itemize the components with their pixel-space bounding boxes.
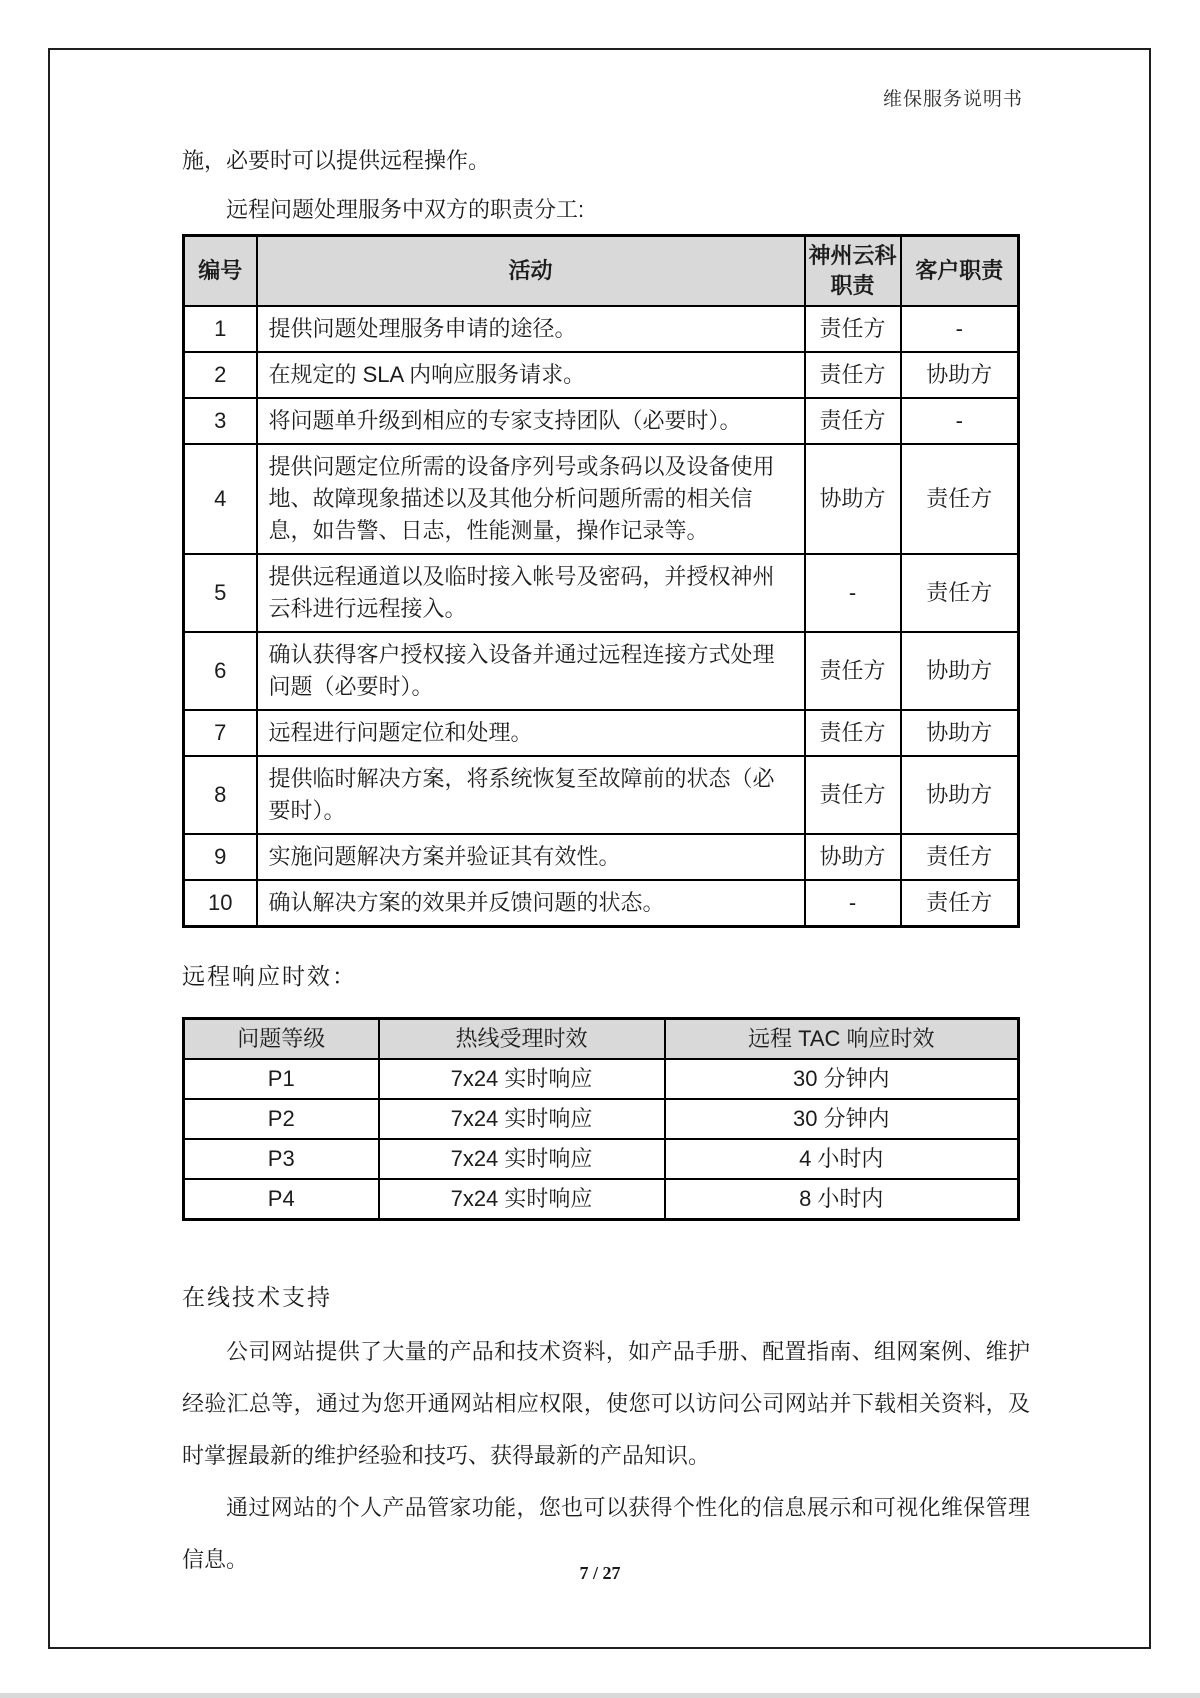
- responsibility-table: [182, 234, 1020, 928]
- col-header-hotline-sla: 热线受理时效: [379, 1019, 665, 1060]
- online-support-paragraph-2: 通过网站的个人产品管家功能，您也可以获得个性化的信息展示和可视化维保管理信息。: [182, 1495, 1030, 1572]
- cell-hotline-sla: 7x24 实时响应: [379, 1139, 665, 1179]
- cell-number: 8: [184, 756, 257, 834]
- cell-activity: 实施问题解决方案并验证其有效性。: [257, 834, 805, 880]
- response-time-row: [184, 1139, 1019, 1179]
- responsibility-row: [184, 756, 1019, 834]
- responsibility-row: [184, 398, 1019, 444]
- cell-problem-level: P4: [184, 1179, 379, 1220]
- cell-number: 3: [184, 398, 257, 444]
- cell-vendor-role: 责任方: [805, 710, 901, 756]
- responsibility-table-caption: 远程问题处理服务中双方的职责分工:: [226, 197, 585, 222]
- cell-activity: 在规定的 SLA 内响应服务请求。: [257, 352, 805, 398]
- doc-header-title: 维保服务说明书: [882, 89, 1023, 110]
- cell-vendor-role: -: [805, 880, 901, 927]
- cell-number: 5: [184, 554, 257, 632]
- cell-vendor-role: 责任方: [805, 398, 901, 444]
- cell-vendor-role: -: [805, 554, 901, 632]
- cell-customer-role: 责任方: [901, 554, 1019, 632]
- cell-hotline-sla: 7x24 实时响应: [379, 1059, 665, 1099]
- col-header-number: 编号: [184, 236, 257, 307]
- col-header-customer-role: 客户职责: [901, 236, 1019, 307]
- section-heading-response-time: 远程响应时效：: [182, 963, 357, 989]
- col-header-remote-tac-sla: 远程 TAC 响应时效: [665, 1019, 1019, 1060]
- cell-customer-role: 责任方: [901, 880, 1019, 927]
- col-header-problem-level: 问题等级: [184, 1019, 379, 1060]
- cell-activity: 确认解决方案的效果并反馈问题的状态。: [257, 880, 805, 927]
- response-time-header-row: [184, 1019, 1019, 1060]
- cell-vendor-role: 协助方: [805, 444, 901, 554]
- cell-activity: 提供问题定位所需的设备序列号或条码以及设备使用地、故障现象描述以及其他分析问题所需的相关信息，如告警、日志，性能测量，操作记录等。: [257, 444, 805, 554]
- cell-number: 4: [184, 444, 257, 554]
- cell-activity: 提供临时解决方案，将系统恢复至故障前的状态（必要时）。: [257, 756, 805, 834]
- cell-customer-role: 责任方: [901, 834, 1019, 880]
- cell-customer-role: 协助方: [901, 352, 1019, 398]
- col-header-vendor-role: 神州云科职责: [805, 236, 901, 307]
- responsibility-row: [184, 554, 1019, 632]
- cell-remote-tac-sla: 30 分钟内: [665, 1099, 1019, 1139]
- cell-number: 7: [184, 710, 257, 756]
- cell-problem-level: P1: [184, 1059, 379, 1099]
- response-time-table: [182, 1017, 1020, 1221]
- cell-activity: 确认获得客户授权接入设备并通过远程连接方式处理问题（必要时）。: [257, 632, 805, 710]
- response-time-row: [184, 1179, 1019, 1220]
- responsibility-row: [184, 710, 1019, 756]
- cell-number: 6: [184, 632, 257, 710]
- cell-hotline-sla: 7x24 实时响应: [379, 1099, 665, 1139]
- cell-remote-tac-sla: 4 小时内: [665, 1139, 1019, 1179]
- cell-problem-level: P3: [184, 1139, 379, 1179]
- responsibility-row: [184, 880, 1019, 927]
- cell-vendor-role: 责任方: [805, 756, 901, 834]
- col-header-activity: 活动: [257, 236, 805, 307]
- cell-number: 2: [184, 352, 257, 398]
- page-content: [182, 48, 1030, 1586]
- cell-customer-role: 协助方: [901, 632, 1019, 710]
- cell-number: 1: [184, 306, 257, 352]
- cell-activity: 将问题单升级到相应的专家支持团队（必要时）。: [257, 398, 805, 444]
- cell-activity: 提供远程通道以及临时接入帐号及密码，并授权神州云科进行远程接入。: [257, 554, 805, 632]
- cell-vendor-role: 责任方: [805, 306, 901, 352]
- cell-vendor-role: 责任方: [805, 352, 901, 398]
- cell-customer-role: 协助方: [901, 756, 1019, 834]
- cell-vendor-role: 协助方: [805, 834, 901, 880]
- section-heading-online-support: 在线技术支持: [182, 1284, 332, 1310]
- cell-remote-tac-sla: 30 分钟内: [665, 1059, 1019, 1099]
- cell-number: 10: [184, 880, 257, 927]
- cell-hotline-sla: 7x24 实时响应: [379, 1179, 665, 1220]
- online-support-paragraph-1: 公司网站提供了大量的产品和技术资料，如产品手册、配置指南、组网案例、维护经验汇总等，通过为您开通网站相应权限，使您可以访问公司网站并下载相关资料，及时掌握最新的维护经验和技巧、获得最新的产品知识。: [182, 1339, 1030, 1468]
- responsibility-row: [184, 632, 1019, 710]
- cell-customer-role: -: [901, 398, 1019, 444]
- responsibility-row: [184, 444, 1019, 554]
- cell-activity: 提供问题处理服务申请的途径。: [257, 306, 805, 352]
- response-time-row: [184, 1099, 1019, 1139]
- intro-line: 施，必要时可以提供远程操作。: [182, 148, 491, 173]
- response-time-row: [184, 1059, 1019, 1099]
- cell-customer-role: -: [901, 306, 1019, 352]
- responsibility-table-header-row: [184, 236, 1019, 307]
- responsibility-row: [184, 834, 1019, 880]
- cell-remote-tac-sla: 8 小时内: [665, 1179, 1019, 1220]
- cell-vendor-role: 责任方: [805, 632, 901, 710]
- cell-problem-level: P2: [184, 1099, 379, 1139]
- responsibility-row: [184, 306, 1019, 352]
- page-number: 7 / 27: [579, 1563, 621, 1583]
- cell-activity: 远程进行问题定位和处理。: [257, 710, 805, 756]
- cell-number: 9: [184, 834, 257, 880]
- cell-customer-role: 协助方: [901, 710, 1019, 756]
- cell-customer-role: 责任方: [901, 444, 1019, 554]
- next-page-edge: [0, 1693, 1200, 1698]
- responsibility-row: [184, 352, 1019, 398]
